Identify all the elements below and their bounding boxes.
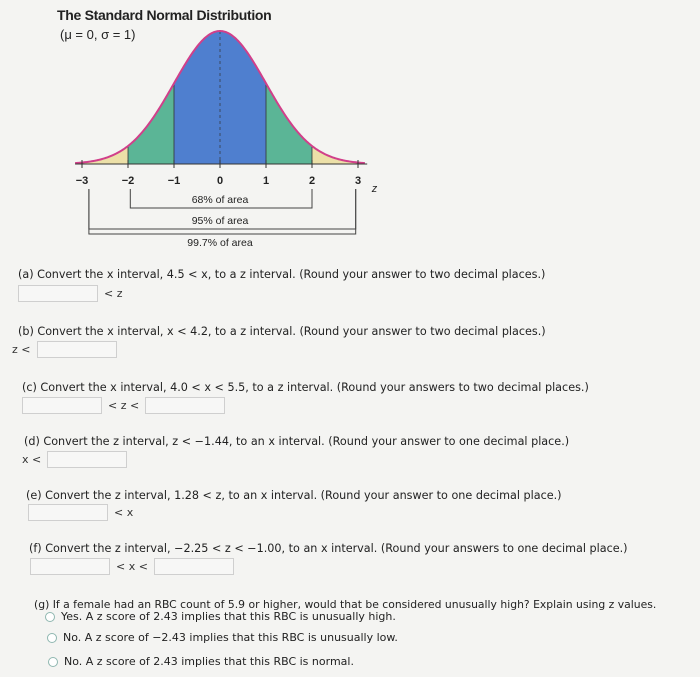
answer-e-input[interactable] [28, 504, 108, 521]
radio-button[interactable] [48, 657, 58, 667]
left-tail-area [75, 146, 128, 164]
figure-subtitle: (μ = 0, σ = 1) [60, 27, 136, 42]
normal-distribution-figure [0, 0, 420, 260]
normal-curve-chart [0, 0, 420, 260]
answer-row-b [12, 341, 117, 358]
answer-c-label: < z < [108, 399, 140, 412]
answer-a-label: < z [104, 287, 123, 300]
question-d: (d) Convert the z interval, z < −1.44, to an x interval. (Round your answer to one decimal place.) [24, 435, 570, 448]
two-sd-area-label: 95% of area [191, 215, 249, 227]
answer-row-f [30, 558, 234, 575]
answer-row-a [18, 285, 129, 302]
question-f: (f) Convert the z interval, −2.25 < z < −1.00, to an x interval. (Round your answers to one decimal place.) [29, 542, 628, 555]
option-g-2[interactable] [47, 631, 398, 644]
option-g-2-label: No. A z score of −2.43 implies that this RBC is unusually low. [63, 631, 398, 644]
answer-row-e [28, 504, 139, 521]
answer-d-label: x < [22, 453, 42, 466]
option-g-3-label: No. A z score of 2.43 implies that this RBC is normal. [64, 655, 354, 668]
answer-f-high-input[interactable] [154, 558, 234, 575]
one-sd-area-label: 68% of area [191, 194, 249, 206]
answer-f-low-input[interactable] [30, 558, 110, 575]
answer-f-label: < x < [116, 560, 148, 573]
answer-row-d [22, 451, 127, 468]
option-g-1[interactable] [45, 610, 396, 623]
answer-d-input[interactable] [47, 451, 127, 468]
right-tail-area [312, 146, 365, 164]
question-g: (g) If a female had an RBC count of 5.9 or higher, would that be considered unusually high? Explain using z values. [34, 598, 657, 611]
tick-label: 1 [262, 175, 270, 187]
answer-c-high-input[interactable] [145, 397, 225, 414]
answer-e-label: < x [114, 506, 134, 519]
tick-label: −2 [121, 175, 135, 187]
answer-row-c [22, 397, 225, 414]
option-g-1-label: Yes. A z score of 2.43 implies that this RBC is unusually high. [61, 610, 396, 623]
tick-label: −3 [75, 175, 89, 187]
answer-b-label: z < [12, 343, 31, 356]
tick-label: 3 [354, 175, 362, 187]
tick-label: −1 [167, 175, 181, 187]
question-b: (b) Convert the x interval, x < 4.2, to a z interval. (Round your answer to two decimal places.) [18, 325, 546, 338]
question-a: (a) Convert the x interval, 4.5 < x, to a z interval. (Round your answer to two decimal places.) [18, 268, 546, 281]
axis-label: z [371, 183, 378, 195]
radio-button[interactable] [47, 633, 57, 643]
radio-button[interactable] [45, 612, 55, 622]
figure-title: The Standard Normal Distribution [57, 7, 272, 23]
tick-label: 2 [308, 175, 316, 187]
answer-a-input[interactable] [18, 285, 98, 302]
tick-label: 0 [216, 175, 224, 187]
answer-c-low-input[interactable] [22, 397, 102, 414]
option-g-3[interactable] [48, 655, 354, 668]
question-e: (e) Convert the z interval, 1.28 < z, to an x interval. (Round your answer to one decimal place.) [26, 489, 562, 502]
three-sd-area-label: 99.7% of area [187, 237, 253, 249]
question-c: (c) Convert the x interval, 4.0 < x < 5.5, to a z interval. (Round your answers to two decimal places.) [22, 381, 589, 394]
answer-b-input[interactable] [37, 341, 117, 358]
